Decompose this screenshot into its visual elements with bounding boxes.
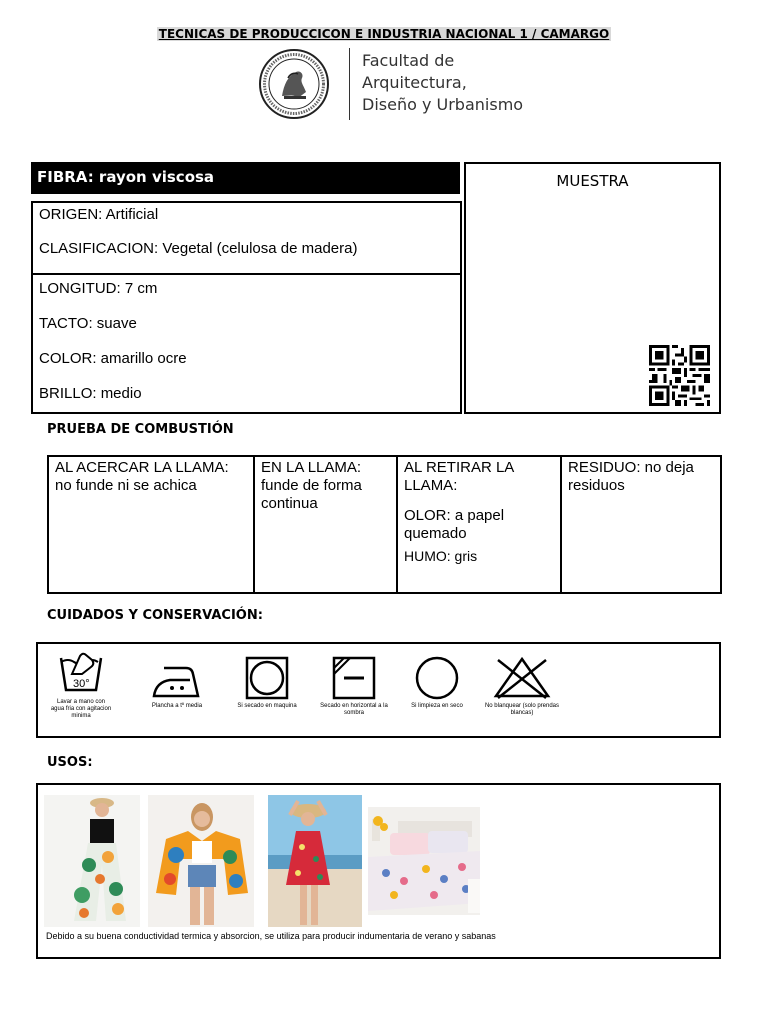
faculty-name xyxy=(362,50,523,116)
document-header xyxy=(0,27,768,41)
no-bleach-icon xyxy=(490,656,554,700)
hand-wash-label: Lavar a mano con agua fria con agitacion minima xyxy=(50,699,112,719)
care-section-title: CUIDADOS Y CONSERVACIÓN: xyxy=(47,608,263,623)
combustion-section-title: PRUEBA DE COMBUSTIÓN xyxy=(47,422,234,437)
tumble-dry-label: Si secado en maquina xyxy=(237,703,297,709)
residue-text: RESIDUO: no deja residuos xyxy=(568,459,694,494)
fiber-title: FIBRA: rayon viscosa xyxy=(37,168,215,186)
origin-field: ORIGEN: Artificial xyxy=(39,206,159,223)
touch-field: TACTO: suave xyxy=(39,315,137,332)
faculty-line-2: Arquitectura, xyxy=(362,73,467,92)
course-title: TECNICAS DE PRODUCCICON E INDUSTRIA NACIONAL 1 / CAMARGO xyxy=(158,27,610,41)
care-item-hand-wash xyxy=(50,650,112,720)
approach-flame-cell xyxy=(49,457,255,592)
bedding-photo xyxy=(368,807,480,915)
care-item-tumble-dry xyxy=(232,656,302,710)
wash-temperature: 30° xyxy=(73,678,90,690)
properties-box xyxy=(31,273,462,414)
smoke-text: HUMO: gris xyxy=(404,548,478,564)
faculty-line-1: Facultad de xyxy=(362,51,455,70)
red-dress-photo xyxy=(268,795,362,927)
remove-flame-cell xyxy=(398,457,562,592)
hand-wash-icon xyxy=(58,650,104,696)
flat-dry-label: Secado en horizontal a la sombra xyxy=(320,703,388,716)
qr-code-icon[interactable] xyxy=(647,345,712,406)
uses-section-title: USOS: xyxy=(47,755,93,770)
combustion-table xyxy=(47,455,722,594)
dry-clean-label: Si limpieza en seco xyxy=(411,703,463,709)
care-item-no-bleach xyxy=(482,656,562,717)
residue-cell xyxy=(562,457,720,592)
color-field: COLOR: amarillo ocre xyxy=(39,350,187,367)
logo-divider xyxy=(349,48,350,120)
shine-field: BRILLO: medio xyxy=(39,385,142,402)
sample-label: MUESTRA xyxy=(556,172,629,190)
university-seal-icon xyxy=(258,48,330,120)
tumble-dry-icon xyxy=(245,656,289,700)
care-item-dry-clean xyxy=(402,656,472,710)
remove-flame-text: AL RETIRAR LA LLAMA: xyxy=(404,459,514,494)
orange-shirt-photo xyxy=(148,795,254,927)
flat-dry-shade-icon xyxy=(332,656,376,700)
classification-field: CLASIFICACION: Vegetal (celulosa de madera) xyxy=(39,240,358,257)
in-flame-cell xyxy=(255,457,398,592)
no-bleach-label: No blanquear (solo prendas blancas) xyxy=(484,703,560,716)
smell-text: OLOR: a papel quemado xyxy=(404,507,505,542)
care-item-flat-dry xyxy=(318,656,390,717)
uses-box xyxy=(36,783,721,959)
care-item-iron xyxy=(142,662,212,710)
iron-label: Plancha a tº media xyxy=(151,703,203,709)
approach-flame-text: AL ACERCAR LA LLAMA: no funde ni se achica xyxy=(55,459,229,494)
uses-caption: Debido a su buena conductividad termica y absorcion, se utiliza para producir indumentaria de verano y sabanas xyxy=(46,931,496,941)
faculty-line-3: Diseño y Urbanismo xyxy=(362,95,524,114)
in-flame-text: EN LA LLAMA: funde de forma continua xyxy=(261,459,362,512)
dry-clean-icon xyxy=(414,656,460,700)
iron-icon xyxy=(150,662,204,700)
origin-box xyxy=(31,201,462,275)
care-box xyxy=(36,642,721,738)
length-field: LONGITUD: 7 cm xyxy=(39,280,158,297)
floral-pants-photo xyxy=(44,795,140,927)
fiber-title-bar xyxy=(31,162,460,194)
